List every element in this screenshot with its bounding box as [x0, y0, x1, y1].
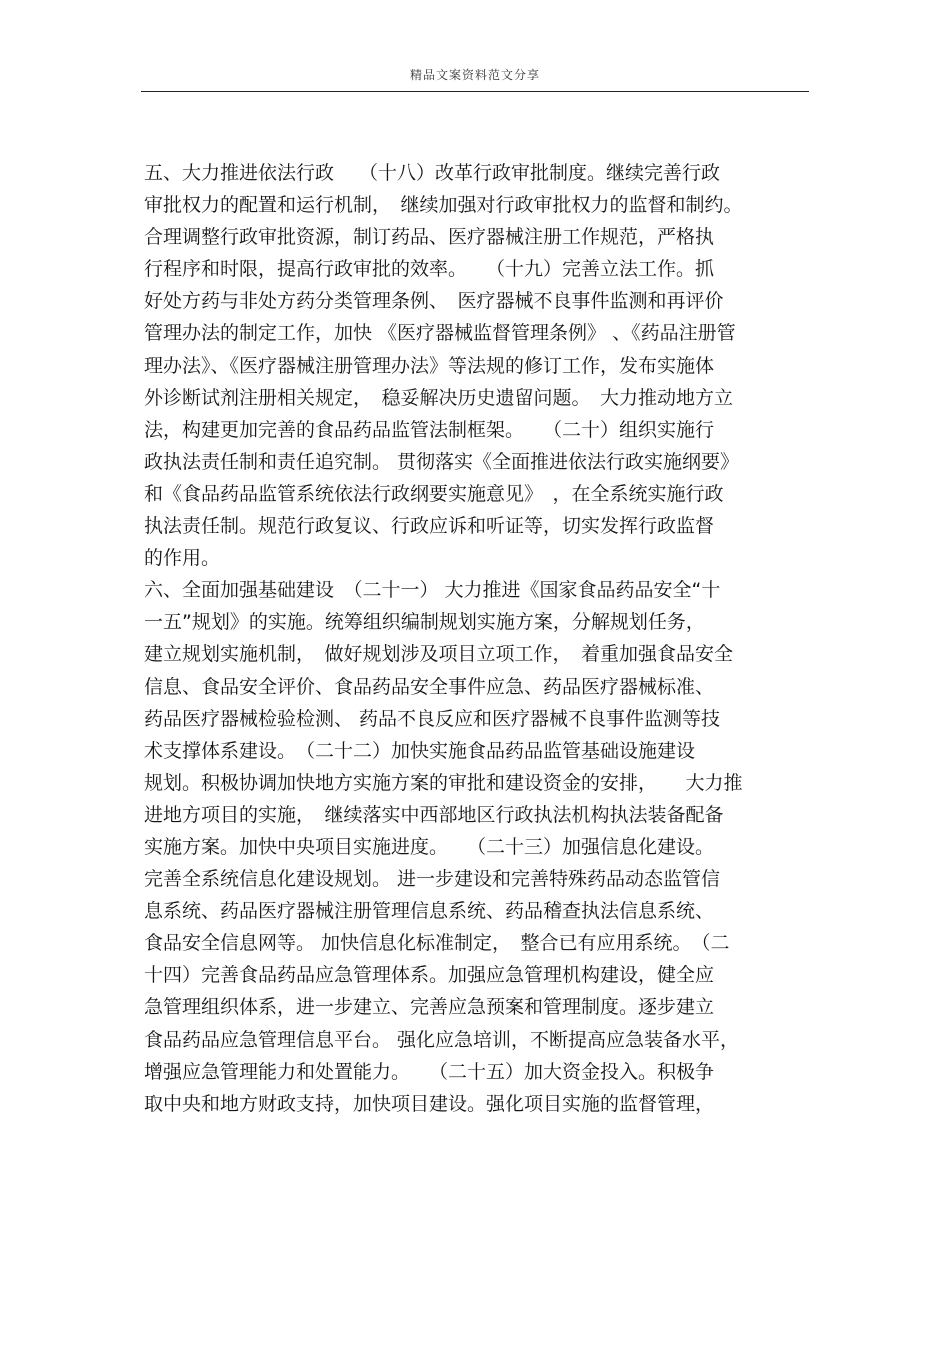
- header-divider: [141, 91, 809, 92]
- body-line: 一五”规划》的实施。统筹组织编制规划实施方案，分解规划任务，: [144, 611, 705, 634]
- body-line: 理办法》、《医疗器械注册管理办法》等法规的修订工作，发布实施体: [144, 354, 715, 377]
- body-line: 五、大力推进依法行政 （十八）改革行政审批制度。继续完善行政: [144, 162, 721, 184]
- body-line: 十四）完善食品药品应急管理体系。加强应急管理机构建设，健全应: [144, 964, 715, 987]
- body-line: 实施方案。加快中央项目实施进度。 （二十三）加强信息化建设。: [144, 835, 715, 858]
- body-line: 执法责任制。规范行政复议、行政应诉和听证等，切实发挥行政监督: [144, 515, 715, 538]
- body-line: 进地方项目的实施， 继续落实中西部地区行政执法机构执法装备配备: [144, 803, 724, 826]
- body-line: 食品药品应急管理信息平台。 强化应急培训，不断提高应急装备水平，: [144, 1028, 740, 1051]
- body-line: 规划。积极协调加快地方实施方案的审批和建设资金的安排， 大力推: [144, 771, 743, 794]
- body-line: 行程序和时限，提高行政审批的效率。 （十九）完善立法工作。抓: [144, 258, 715, 281]
- body-line: 法，构建更加完善的食品药品监管法制框架。 （二十）组织实施行: [144, 418, 715, 441]
- body-line: 合理调整行政审批资源，制订药品、医疗器械注册工作规范，严格执: [144, 226, 715, 249]
- body-line: 好处方药与非处方药分类管理条例、 医疗器械不良事件监测和再评价: [144, 290, 724, 313]
- body-line: 增强应急管理能力和处置能力。 （二十五）加大资金投入。积极争: [144, 1060, 715, 1083]
- body-line: 管理办法的制定工作，加快 《医疗器械监督管理条例》 、《药品注册管: [144, 322, 736, 345]
- document-body: [144, 157, 814, 1120]
- body-line: 术支撑体系建设。 （二十二）加快实施食品药品监管基础设施建设: [144, 739, 696, 762]
- body-line: 的作用。: [144, 547, 221, 570]
- body-line: 取中央和地方财政支持，加快项目建设。强化项目实施的监督管理，: [144, 1092, 715, 1115]
- page-header-title: 精品文案资料范文分享: [409, 68, 540, 82]
- body-line: 药品医疗器械检验检测、 药品不良反应和医疗器械不良事件监测等技: [144, 707, 721, 730]
- body-line: 完善全系统信息化建设规划。 进一步建设和完善特殊药品动态监管信: [144, 868, 721, 891]
- body-line: 外诊断试剂注册相关规定， 稳妥解决历史遗留问题。 大力推动地方立: [144, 386, 734, 409]
- body-line: 审批权力的配置和运行机制， 继续加强对行政审批权力的监督和制约。: [144, 194, 743, 217]
- body-line: 建立规划实施机制， 做好规划涉及项目立项工作， 着重加强食品安全: [144, 643, 734, 666]
- body-line: 息系统、药品医疗器械注册管理信息系统、药品稽查执法信息系统、: [144, 900, 715, 923]
- body-line: 政执法责任制和责任追究制。 贯彻落实《全面推进依法行政实施纲要》: [144, 450, 740, 473]
- body-line: 和《食品药品监管系统依法行政纲要实施意见》 ，在全系统实施行政: [144, 482, 724, 505]
- body-line: 六、全面加强基础建设 （二十一） 大力推进《国家食品药品安全“十: [144, 579, 721, 602]
- body-line: 急管理组织体系，进一步建立、完善应急预案和管理制度。逐步建立: [144, 996, 715, 1019]
- body-line: 食品安全信息网等。 加快信息化标准制定， 整合已有应用系统。 （二: [144, 932, 730, 955]
- body-line: 信息、食品安全评价、食品药品安全事件应急、药品医疗器械标准、: [144, 675, 715, 698]
